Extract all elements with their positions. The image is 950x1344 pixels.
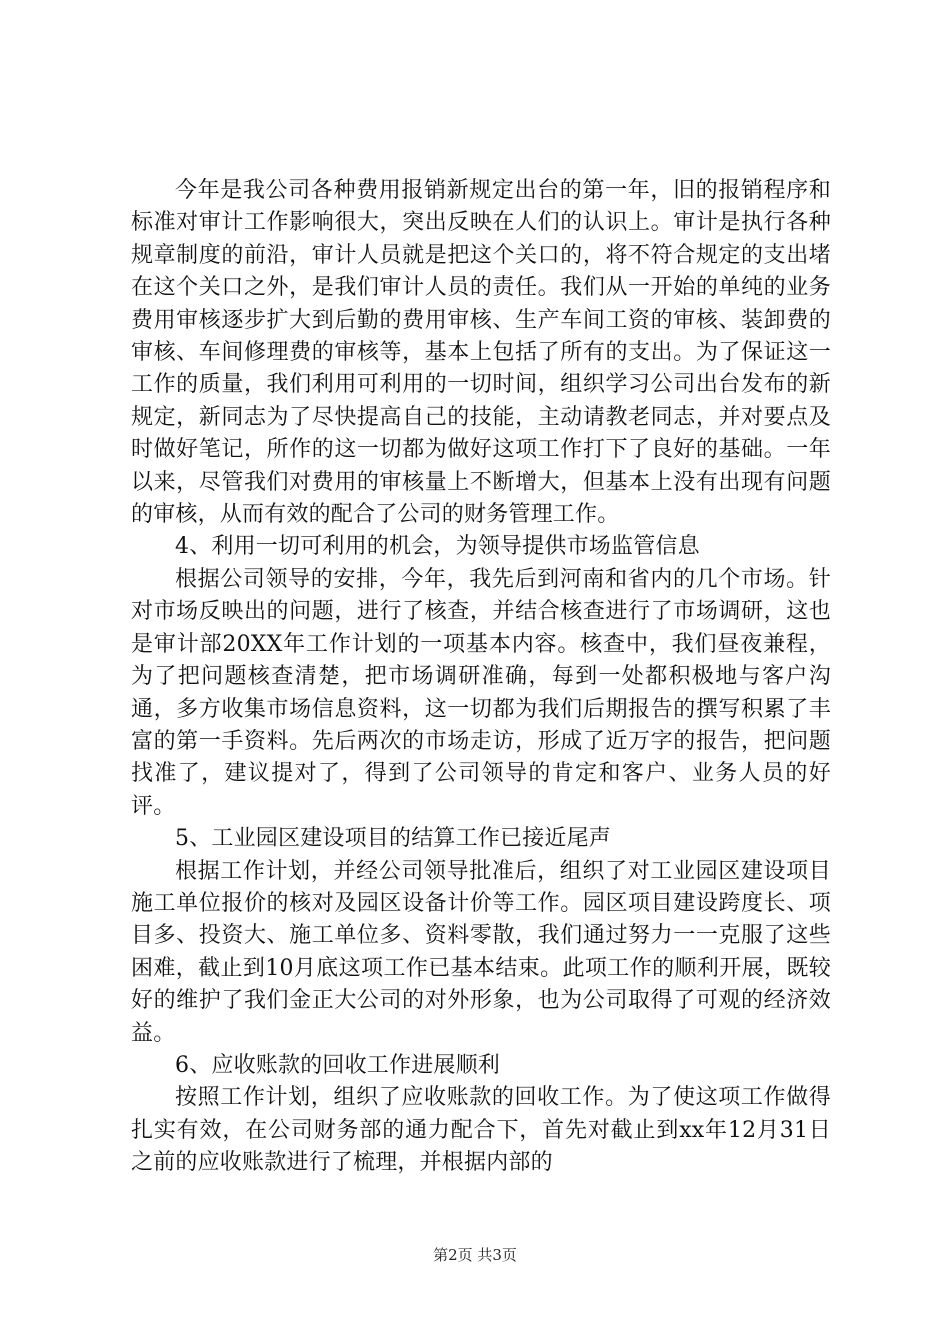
body-paragraph: 按照工作计划，组织了应收账款的回收工作。为了使这项工作做得扎实有效，在公司财务部的通力配合下，首先对截止到xx年12月31日之前的应收账款进行了梳理，并根据内部的	[131, 1085, 831, 1176]
section-heading: 4、利用一切可利用的机会，为领导提供市场监管信息	[175, 534, 700, 560]
page-number-footer: 第2页 共3页	[433, 1246, 517, 1264]
body-paragraph: 今年是我公司各种费用报销新规定出台的第一年，旧的报销程序和标准对审计工作影响很大，突出反映在人们的认识上。审计是执行各种规章制度的前沿，审计人员就是把这个关口的，将不符合规定的支出堵在这个关口之外，是我们审计人员的责任。我们从一开始的单纯的业务费用审核逐步扩大到后勤的费用审核、生产车间工资的审核、装卸费的审核、车间修理费的审核等，基本上包括了所有的支出。为了保证这一工作的质量，我们利用可利用的一切时间，组织学习公司出台发布的新规定，新同志为了尽快提高自己的技能，主动请教老同志，并对要点及时做好笔记，所作的这一切都为做好这项工作打下了良好的基础。一年以来，尽管我们对费用的审核量上不断增大，但基本上没有出现有问题的审核，从而有效的配合了公司的财务管理工作。	[131, 178, 831, 528]
section-heading: 5、工业园区建设项目的结算工作已接近尾声	[175, 826, 611, 852]
section-heading: 6、应收账款的回收工作进展顺利	[175, 1052, 500, 1078]
body-paragraph: 根据工作计划，并经公司领导批准后，组织了对工业园区建设项目施工单位报价的核对及园区设备计价等工作。园区项目建设跨度长、项目多、投资大、施工单位多、资料零散，我们通过努力一一克服了这些困难，截止到10月底这项工作已基本结束。此项工作的顺利开展，既较好的维护了我们金正大公司的对外形象，也为公司取得了可观的经济效益。	[131, 858, 831, 1046]
body-paragraph: 根据公司领导的安排，今年，我先后到河南和省内的几个市场。针对市场反映出的问题，进行了核查，并结合核查进行了市场调研，这也是审计部20XX年工作计划的一项基本内容。核查中，我们昼夜兼程，为了把问题核查清楚，把市场调研准确，每到一处都积极地与客户沟通，多方收集市场信息资料，这一切都为我们后期报告的撰写积累了丰富的第一手资料。先后两次的市场走访，形成了近万字的报告，把问题找准了，建议提对了，得到了公司领导的肯定和客户、业务人员的好评。	[131, 566, 831, 819]
document-body	[131, 175, 831, 1180]
